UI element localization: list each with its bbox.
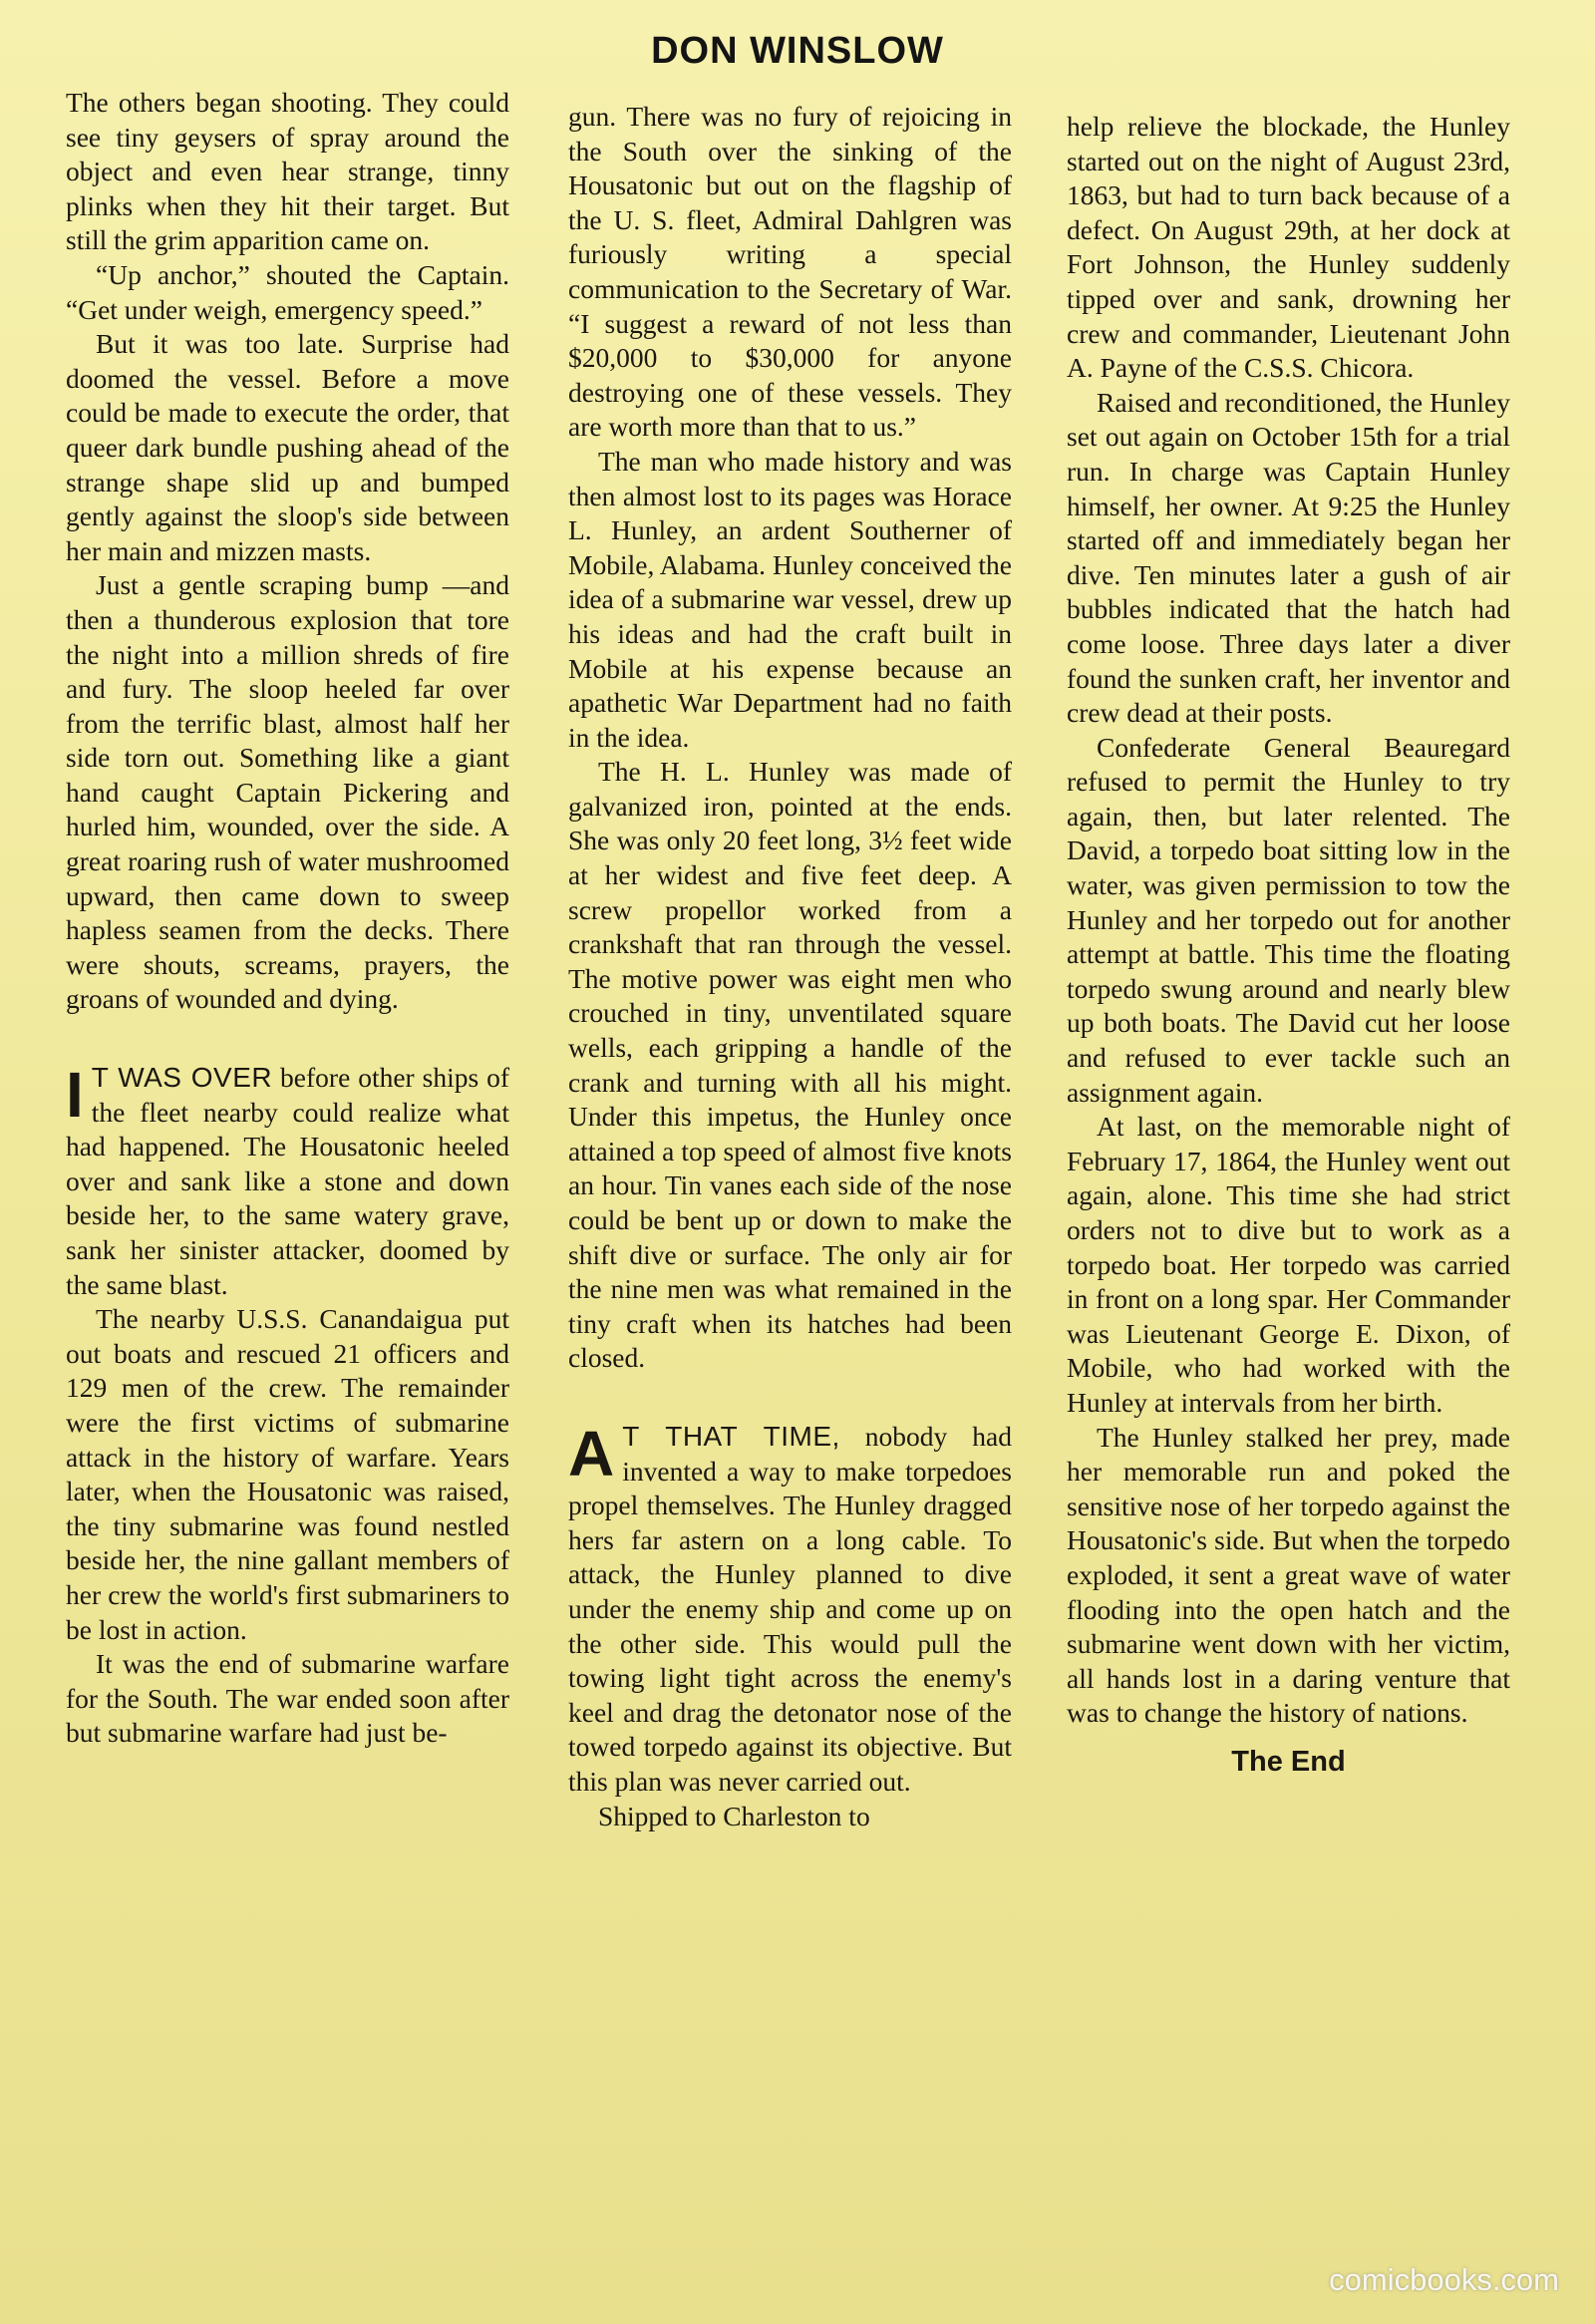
paragraph: But it was too late. Surprise had doomed the vessel. Before a move could be made to execute the order, that queer dark bundle pushing ahead of the strange shape slid up and bumped gently against the sloop's side between her main and mizzen masts. bbox=[66, 328, 509, 566]
paragraph: Just a gentle scraping bump —and then a thunderous explosion that tore the night into a million shreds of fire and fury. The sloop heeled far over from the terrific blast, almost half her side torn out. Something like a giant hand caught Captain Pickering and hurled him, wounded, over the side. A great roaring rush of water mushroomed upward, then came down to sweep hapless seamen from the decks. There were shouts, screams, prayers, the groans of wounded and dying. bbox=[66, 569, 509, 1015]
paragraph: Raised and reconditioned, the Hunley set out again on October 15th for a trial run. In charge was Captain Hunley himself, her owner. At 9:25 the Hunley started off and immediately began her dive. Ten minutes later a gush of air bubbles indicated that the hatch had come loose. Three days later a diver found the sunken craft, her inventor and crew dead at their posts. bbox=[1067, 386, 1510, 729]
the-end-label: The End bbox=[1231, 1745, 1346, 1778]
drop-cap: I bbox=[66, 1059, 84, 1132]
text-column-1 bbox=[66, 86, 509, 1751]
paragraph: The nearby U.S.S. Canandaigua put out boats and rescued 21 officers and 129 men of the crew. The remainder were the first victims of submarine attack in the history of warfare. Years later, when the Housatonic was raised, the tiny submarine was found nestled beside her, the nine gallant members of her crew the world's first submariners to be lost in action. bbox=[66, 1303, 509, 1645]
paragraph: Confederate General Beauregard refused to permit the Hunley to try again, then, but later relented. The David, a torpedo boat sitting low in the water, was given permission to tow the Hunley and her torpedo out for another attempt at battle. This time the floating torpedo swung around and nearly blew up both boats. The David cut her loose and refused to ever tackle such an assignment again. bbox=[1067, 731, 1510, 1108]
text-column-2 bbox=[568, 100, 1012, 1833]
paragraph: help relieve the blockade, the Hunley started out on the night of August 23rd, 1863, but had to turn back because of a defect. On August 29th, at her dock at Fort Johnson, the Hunley suddenly tipped over and sank, drowning her crew and commander, Lieutenant John A. Payne of the C.S.S. Chicora. bbox=[1067, 111, 1510, 384]
paragraph: The H. L. Hunley was made of galvanized iron, pointed at the ends. She was only 20 feet long, 3½ feet wide at her widest and five feet deep. A screw propellor worked from a crankshaft that ran through the vessel. The motive power was eight men who crouched in tiny, unventilated square wells, each gripping a handle of the crank and turning with all his might. Under this impetus, the Hunley once attained a top speed of almost five knots an hour. Tin vanes each side of the nose could be bent up or down to make the shift dive or surface. The only air for the nine men was what remained in the tiny craft when its hatches had been closed. bbox=[568, 756, 1012, 1374]
section-paragraph bbox=[66, 1061, 509, 1302]
section-text: nobody had invented a way to make torpedoes propel themselves. The Hunley dragged hers far astern on a long cable. To attack, the Hunley planned to dive under the enemy ship and come up on the other side. This would pull the towing light tight across the enemy's keel and drag the detonator nose of the towed torpedo against its objective. But this plan was never carried out. bbox=[568, 1420, 1012, 1797]
paragraph: At last, on the memorable night of February 17, 1864, the Hunley went out again, alone. This time she had strict orders not to dive but to work as a torpedo boat. Her torpedo was carried in front on a long spar. Her Commander was Lieutenant George E. Dixon, of Mobile, who had worked with the Hunley at intervals from her birth. bbox=[1067, 1111, 1510, 1418]
section-paragraph bbox=[568, 1417, 1012, 1800]
drop-cap: A bbox=[568, 1417, 615, 1490]
text-column-3 bbox=[1067, 110, 1510, 1780]
paragraph: Shipped to Charleston to bbox=[598, 1800, 870, 1831]
paragraph: “Up anchor,” shouted the Captain. “Get under weigh, emergency speed.” bbox=[66, 258, 509, 325]
section-text: before other ships of the fleet nearby could realize what had happened. The Housatonic heeled over and sank like a stone and down beside her, to the same watery grave, sank her sinister attacker, doomed by the same blast. bbox=[66, 1062, 509, 1300]
paragraph: gun. There was no fury of rejoicing in the South over the sinking of the Housatonic but out on the flagship of the U. S. fleet, Admiral Dahlgren was furiously writing a special communication to the Secretary of War. “I suggest a reward of not less than $20,000 to $30,000 for anyone destroying one of these vessels. They are worth more than that to us.” bbox=[568, 101, 1012, 443]
section-lead: T THAT TIME, bbox=[622, 1420, 840, 1452]
paragraph: The others began shooting. They could see tiny geysers of spray around the object and even hear strange, tinny plinks when they hit their target. But still the grim apparition came on. bbox=[66, 87, 509, 256]
paragraph: It was the end of submarine warfare for the South. The war ended soon after but submarine warfare had just be- bbox=[66, 1648, 509, 1749]
paragraph: The Hunley stalked her prey, made her memorable run and poked the sensitive nose of her torpedo against the Housatonic's side. But when the torpedo exploded, it sent a great wave of water flooding into the open hatch and the submarine went down with her victim, all hands lost in a daring venture that was to change the history of nations. bbox=[1067, 1421, 1510, 1729]
page-title: DON WINSLOW bbox=[651, 30, 944, 72]
watermark: comicbooks.com bbox=[1329, 2262, 1559, 2297]
paragraph: The man who made history and was then almost lost to its pages was Horace L. Hunley, an ardent Southerner of Mobile, Alabama. Hunley conceived the idea of a submarine war vessel, drew up his ideas and had the craft built in Mobile at his expense because an apathetic War Department had no faith in the idea. bbox=[568, 445, 1012, 753]
section-lead: T WAS OVER bbox=[91, 1062, 273, 1094]
